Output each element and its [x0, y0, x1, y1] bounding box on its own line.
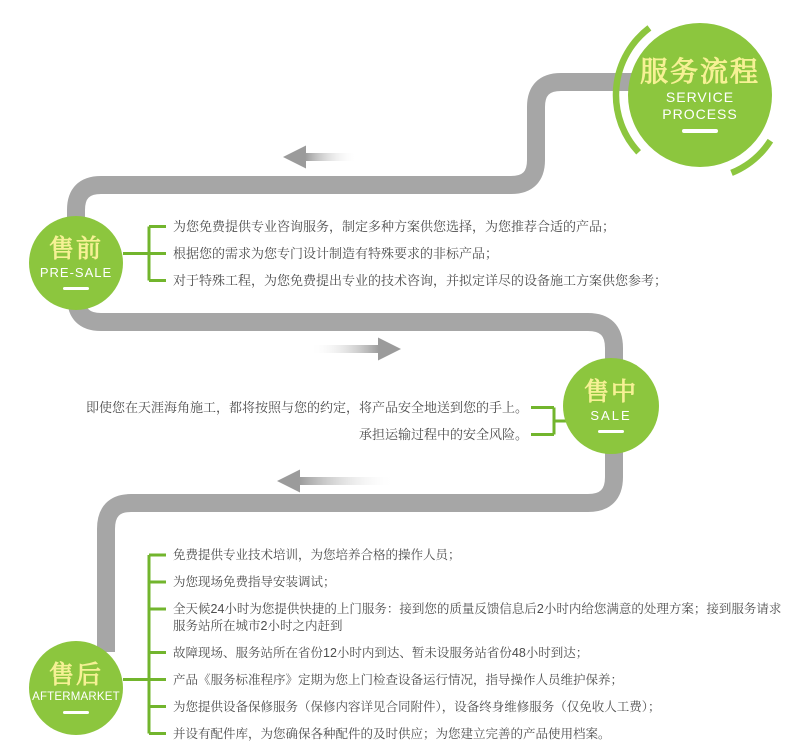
arrow-left-icon: [283, 146, 357, 169]
sale-item-list: [0, 394, 528, 448]
underline-dash: [63, 287, 89, 290]
list-item: 为您提供设备保修服务（保修内容详见合同附件），设备终身维修服务（仅免收人工费）；: [173, 699, 661, 714]
list-item: 根据您的需求为您专门设计制造有特殊要求的非标产品；: [173, 246, 499, 261]
arrow-right-icon: [310, 338, 401, 361]
presale-bracket: [123, 227, 166, 281]
presale-item-list: [173, 213, 785, 294]
list-item: 全天候24小时为您提供快捷的上门服务：接到您的质量反馈信息后2小时内给您满意的处理方案；接到服务请求 服务站所在城市2小时之内赶到: [173, 602, 782, 633]
list-item: 为您现场免费指导安装调试；: [173, 575, 336, 589]
aftermarket-item-list: [173, 547, 785, 752]
list-item: 免费提供专业技术培训，为您培养合格的操作人员；: [173, 548, 461, 562]
list-item: 对于特殊工程，为您免费提出专业的技术咨询，并拟定详尽的设备施工方案供您参考；: [173, 273, 668, 288]
aftermarket-bracket: [123, 555, 166, 734]
sale-bracket: [531, 408, 566, 435]
presale-badge: [29, 216, 123, 310]
underline-dash: [63, 711, 89, 714]
list-item: 故障现场、服务站所在省份12小时内到达、暂未设服务站省份48小时到达；: [173, 645, 589, 660]
badge-subtitle: PRE-SALE: [39, 265, 113, 281]
badge-subtitle: AFTERMARKET: [32, 691, 120, 704]
badge-subtitle: SERVICE PROCESS: [662, 89, 738, 123]
service-process-badge: [628, 23, 772, 167]
badge-title: 售后: [48, 660, 103, 689]
badge-title: 服务流程: [639, 56, 760, 87]
underline-dash: [682, 129, 718, 133]
aftermarket-badge: [29, 641, 123, 735]
badge-title: 售前: [48, 235, 103, 264]
list-item: 即使您在天涯海角施工，都将按照与您的约定，将产品安全地送到您的手上。: [85, 400, 528, 415]
list-item: 承担运输过程中的安全风险。: [358, 427, 528, 442]
underline-dash: [598, 430, 624, 433]
badge-title: 售中: [583, 378, 638, 407]
sale-badge: [563, 358, 659, 454]
list-item: 并设有配件库，为您确保各种配件的及时供应；为您建立完善的产品使用档案。: [173, 726, 611, 741]
list-item: 产品《服务标准程序》定期为您上门检查设备运行情况，指导操作人员维护保养；: [173, 672, 624, 687]
arrow-left-bottom-icon: [277, 470, 395, 493]
badge-subtitle: SALE: [590, 408, 632, 424]
list-item: 为您免费提供专业咨询服务，制定多种方案供您选择，为您推荐合适的产品；: [173, 219, 616, 234]
